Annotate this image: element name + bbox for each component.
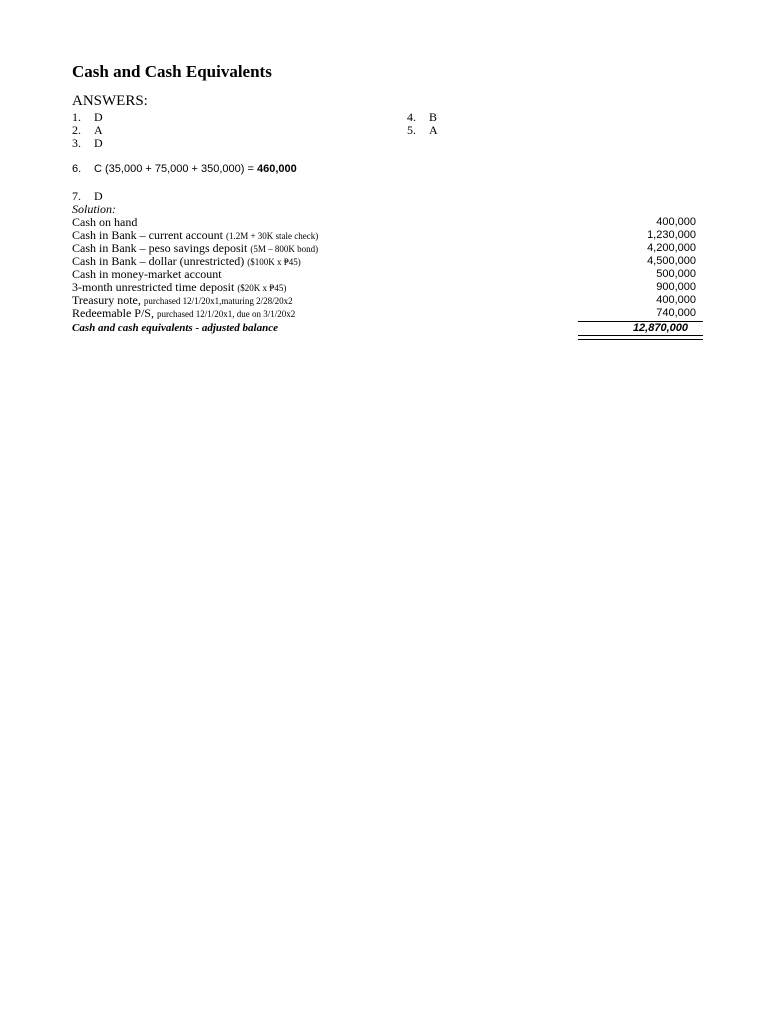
- solution-row-label: Cash on hand: [72, 215, 138, 229]
- answer-number: 3.: [72, 136, 81, 150]
- solution-row-label: Treasury note, purchased 12/1/20x1,maturing 2/28/20x2: [72, 293, 293, 307]
- solution-row-label: Cash in money-market account: [72, 267, 222, 281]
- solution-row: [72, 307, 696, 320]
- question-6-result: 460,000: [257, 163, 297, 175]
- total-label: Cash and cash equivalents - adjusted balance: [72, 322, 278, 334]
- answers-heading: ANSWERS:: [72, 93, 148, 109]
- answer-number: 2.: [72, 123, 81, 137]
- solution-row-amount: 900,000: [656, 281, 696, 293]
- solution-row-amount: 740,000: [656, 307, 696, 319]
- solution-label: Solution:: [72, 202, 116, 216]
- question-6: [72, 163, 297, 175]
- solution-row-amount: 400,000: [656, 294, 696, 306]
- answer-number: 5.: [407, 123, 416, 137]
- question-number: 6.: [72, 163, 82, 175]
- answer-item: [407, 124, 438, 137]
- solution-row-amount: 4,500,000: [647, 255, 696, 267]
- total-amount: 12,870,000: [632, 322, 688, 334]
- solution-row-amount: 400,000: [656, 216, 696, 228]
- solution-row-label: Cash in Bank – peso savings deposit (5M – 800K bond): [72, 241, 319, 255]
- solution-row-label: 3-month unrestricted time deposit ($20K x ₱45): [72, 280, 287, 294]
- solution-row-amount: 500,000: [656, 268, 696, 280]
- solution-row-label: Cash in Bank – current account (1.2M + 30K stale check): [72, 228, 319, 242]
- answer-letter: D: [94, 136, 103, 150]
- answer-item: [72, 137, 103, 150]
- solution-row-amount: 1,230,000: [647, 229, 696, 241]
- question-6-text: C (35,000 + 75,000 + 350,000) =: [94, 163, 257, 175]
- answer-letter: B: [429, 110, 438, 124]
- answer-letter: A: [429, 123, 438, 137]
- question-number: 7.: [72, 189, 81, 203]
- question-7-answer: D: [94, 189, 103, 203]
- solution-row-label: Redeemable P/S, purchased 12/1/20x1, due on 3/1/20x2: [72, 306, 296, 320]
- answer-letter: A: [94, 123, 103, 137]
- solution-row: [72, 294, 696, 307]
- answer-number: 1.: [72, 110, 81, 124]
- solution-row: [72, 281, 696, 294]
- solution-row-label: Cash in Bank – dollar (unrestricted) ($100K x ₱45): [72, 254, 301, 268]
- solution-row-amount: 4,200,000: [647, 242, 696, 254]
- total-double-rule: [578, 335, 703, 340]
- answer-number: 4.: [407, 110, 416, 124]
- answer-letter: D: [94, 110, 103, 124]
- total-row: [72, 322, 696, 335]
- page-title: Cash and Cash Equivalents: [72, 62, 272, 81]
